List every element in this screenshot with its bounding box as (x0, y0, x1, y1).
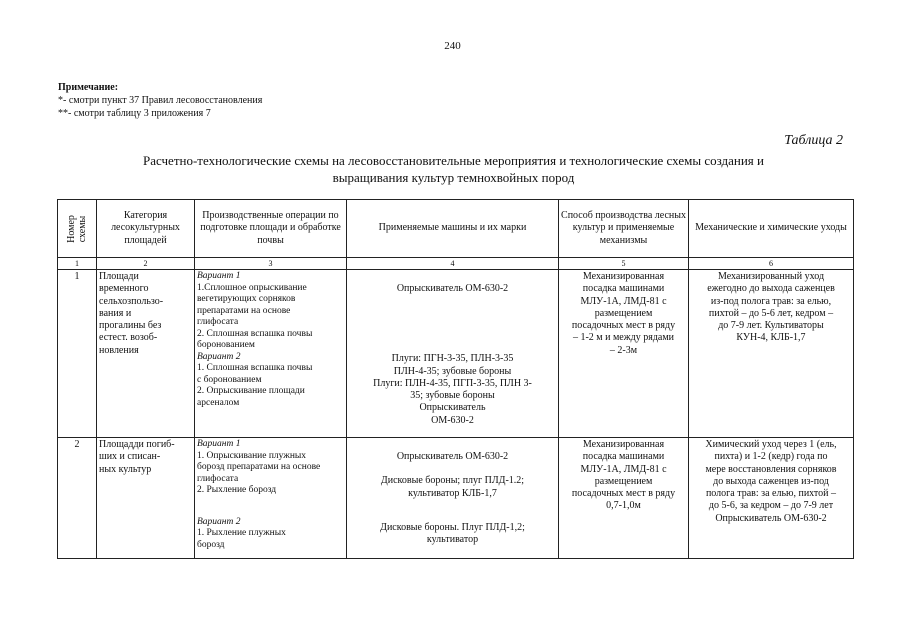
note-line: *- смотри пункт 37 Правил лесовосстановления (58, 95, 263, 106)
header-scheme-number-line: Номер (66, 214, 77, 243)
column-number: 5 (559, 258, 689, 270)
table-header-row (58, 200, 854, 258)
category-line: сельхозпользо- (99, 295, 164, 307)
method-line: посадка машинами (582, 451, 665, 463)
column-number: 6 (689, 258, 854, 270)
category-line: ных культур (99, 463, 152, 475)
operation-line: 1.Сплошное опрыскивание (197, 282, 307, 293)
operation-line: арсеналом (197, 397, 240, 408)
method-line: посадочных мест в ряду (571, 488, 676, 500)
machine-line: культиватор КЛБ-1,7 (408, 487, 497, 499)
care-line: Химический уход через 1 (ель, (705, 439, 837, 450)
category-line: прогалины без (99, 320, 162, 332)
care-line: пихта) и 1-2 (кедр) года по (714, 451, 828, 463)
care-line: до 5-6, за кедром – до 7-9 лет (708, 500, 834, 512)
care-line: полога трав: за елью, пихтой – (705, 488, 837, 500)
variant-label: Вариант 1 (197, 439, 241, 449)
note-title: Примечание: (58, 82, 119, 93)
header-category: Категория лесокультурных площадей (97, 200, 195, 258)
care-line: Механизированный уход (717, 271, 825, 282)
header-method: Способ производства лесных культур и применяемые механизмы (559, 200, 689, 258)
column-number-row (58, 258, 854, 270)
category-line: Площадди погиб- (99, 439, 175, 450)
page-number: 240 (444, 40, 461, 52)
care-line: пихтой – до 5-6 лет, кедром – (708, 307, 834, 319)
scheme-number: 1 (58, 270, 97, 438)
table-title-line: выращивания культур темнохвойных пород (332, 170, 575, 185)
table-row (58, 270, 854, 438)
care-line: до выхода саженцев из-под (713, 475, 829, 487)
category-cell (97, 270, 195, 438)
machine-line: ПЛН-4-35; зубовые бороны (393, 365, 512, 377)
operation-line: 1. Рыхление плужных (197, 528, 286, 538)
category-line: ших и списан- (99, 451, 161, 463)
table-title-line: Расчетно-технологические схемы на лесовосстановительные мероприятия и технологические схемы создания и (143, 153, 764, 168)
header-care: Механические и химические уходы (689, 200, 854, 258)
operation-line: борозд препаратами на основе (197, 462, 321, 472)
scheme-number: 2 (58, 438, 97, 559)
machines-cell (347, 438, 559, 559)
operation-line: глифосата (197, 473, 239, 484)
column-number: 3 (195, 258, 347, 270)
operations-cell (195, 438, 347, 559)
care-line: КУН-4, КЛБ-1,7 (736, 332, 806, 344)
category-line: естест. возоб- (99, 332, 158, 344)
header-operations: Производственные операции по подготовке площади и обработке почвы (195, 200, 347, 258)
variant-label: Вариант 2 (197, 516, 241, 527)
category-line: вания и (99, 307, 132, 319)
table-caption: Таблица 2 (784, 133, 843, 148)
care-line: до 7-9 лет. Культиваторы (718, 320, 824, 332)
care-line: ежегодно до выхода саженцев (707, 283, 835, 295)
operation-line: вегетирующих сорняков (197, 294, 296, 304)
method-line: размещением (594, 307, 653, 319)
machines-cell (347, 270, 559, 438)
note-line: **- смотри таблицу 3 приложения 7 (58, 108, 211, 119)
column-number: 4 (347, 258, 559, 270)
category-cell (97, 438, 195, 559)
method-cell (559, 270, 689, 438)
header-scheme-number-line: схемы (77, 215, 88, 242)
method-line: Механизированная (582, 439, 665, 450)
machine-line: культиватор (426, 534, 479, 546)
care-line: из-под полога трав: за елью, (710, 295, 832, 307)
operation-line: 2. Опрыскивание площади (197, 386, 305, 396)
method-line: – 1-2 м и между рядами (572, 332, 675, 344)
method-cell (559, 438, 689, 559)
column-number: 1 (58, 258, 97, 270)
variant-label: Вариант 2 (197, 351, 241, 362)
operation-line: 2. Рыхление борозд (197, 485, 277, 495)
operations-cell (195, 270, 347, 438)
machine-line: Плуги: ПЛН-4-35, ПГП-3-35, ПЛН 3- (373, 377, 532, 389)
machine-line: Плуги: ПГН-3-35, ПЛН-3-35 (391, 353, 514, 365)
machine-line: Дисковые бороны; плуг ПЛД-1.2; (380, 475, 525, 487)
method-line: 0,7-1,0м (606, 500, 641, 512)
machine-line: ОМ-630-2 (431, 414, 474, 426)
care-line: Опрыскиватель ОМ-630-2 (715, 512, 827, 524)
method-line: посадочных мест в ряду (571, 320, 676, 332)
method-line: размещением (594, 475, 653, 487)
operation-line: 2. Сплошная вспашка почвы (197, 328, 313, 339)
machine-line: Дисковые бороны. Плуг ПЛД-1,2; (380, 521, 525, 533)
operation-line: борозд (197, 539, 225, 550)
variant-label: Вариант 1 (197, 271, 241, 281)
operation-line: с боронованием (197, 374, 262, 385)
category-line: временного (99, 283, 149, 295)
method-line: Механизированная (582, 271, 665, 282)
schemes-table (57, 199, 854, 559)
machine-line: Опрыскиватель ОМ-630-2 (396, 283, 509, 294)
care-line: мере восстановления сорняков (705, 463, 837, 475)
method-line: посадка машинами (582, 283, 665, 295)
method-line: МЛУ-1А, ЛМД-81 с (580, 295, 667, 307)
operation-line: боронованием (197, 340, 255, 350)
note-block (58, 81, 262, 120)
category-line: Площади (99, 271, 139, 282)
header-machines: Применяемые машины и их марки (347, 200, 559, 258)
care-cell (689, 270, 854, 438)
header-scheme-number (58, 200, 97, 258)
operation-line: 1. Опрыскивание плужных (197, 450, 307, 461)
column-number: 2 (97, 258, 195, 270)
care-cell (689, 438, 854, 559)
machine-line: Опрыскиватель (419, 402, 486, 414)
machine-line: Опрыскиватель ОМ-630-2 (396, 451, 509, 462)
table-title (60, 152, 847, 186)
method-line: – 2-3м (609, 344, 638, 356)
category-line: новления (99, 344, 139, 356)
method-line: МЛУ-1А, ЛМД-81 с (580, 463, 667, 475)
operation-line: препаратами на основе (197, 305, 291, 316)
table-row (58, 438, 854, 559)
machine-line: 35; зубовые бороны (410, 390, 495, 402)
operation-line: глифосата (197, 317, 239, 327)
operation-line: 1. Сплошная вспашка почвы (197, 363, 313, 373)
